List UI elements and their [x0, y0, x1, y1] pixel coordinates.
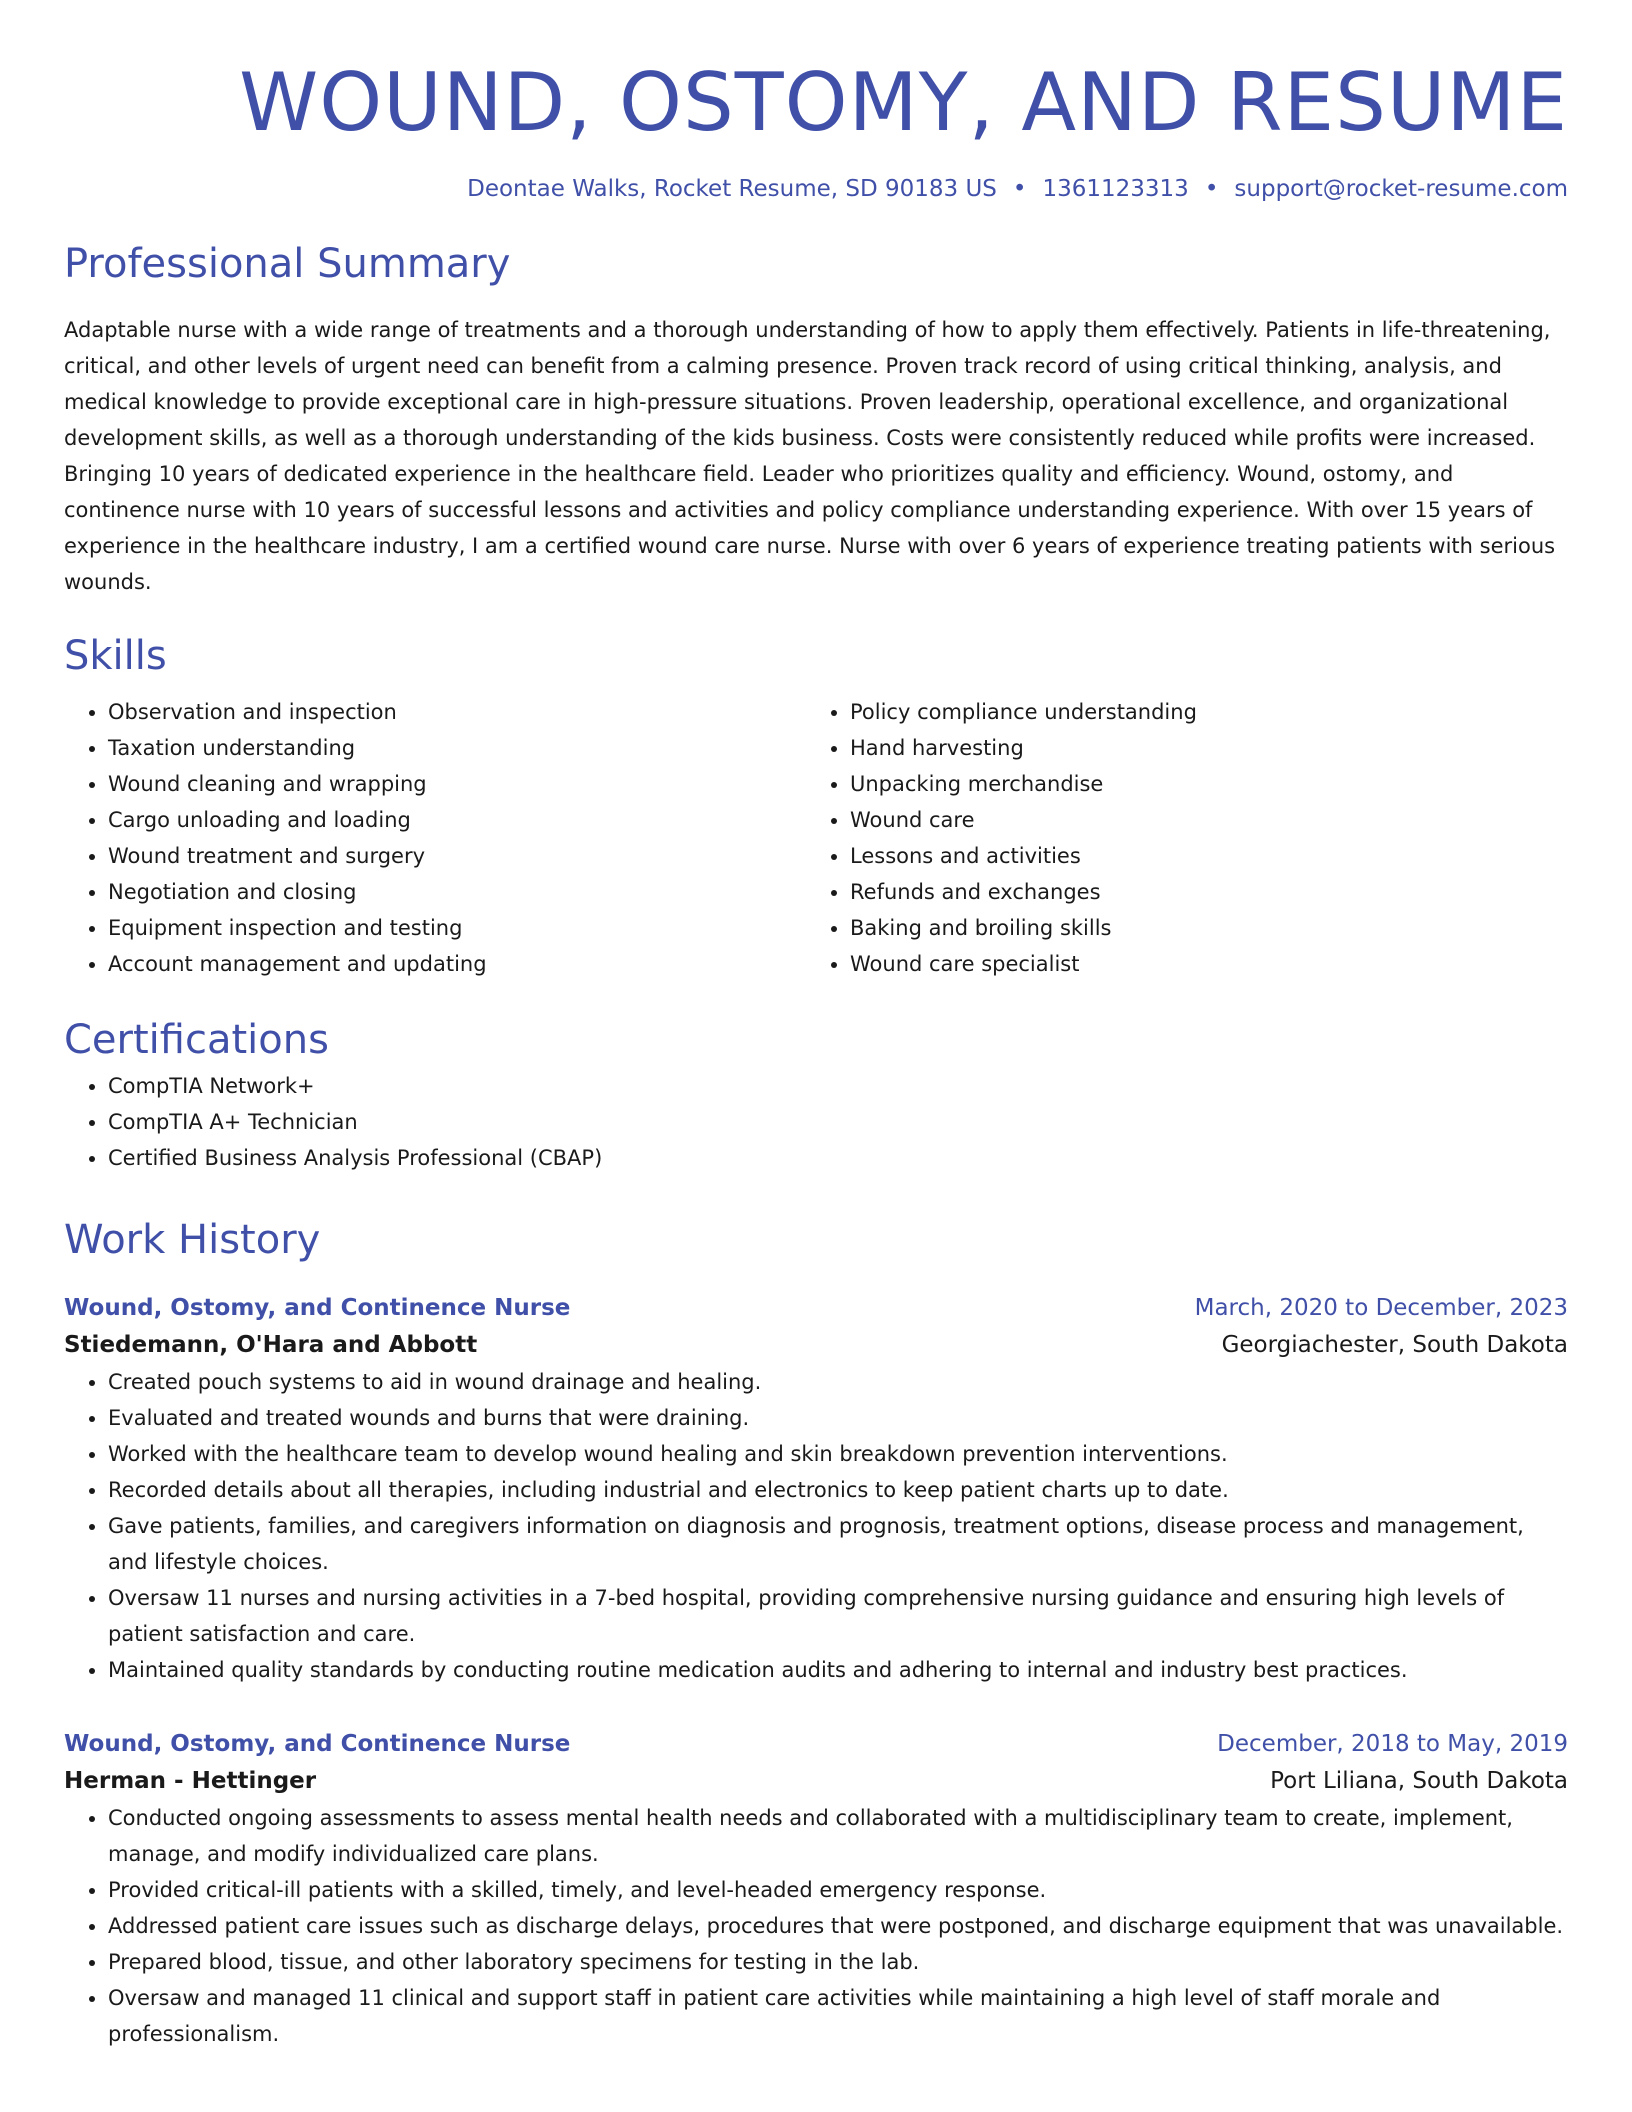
skill-item: • Equipment inspection and testing [108, 910, 806, 946]
job-company: Stiedemann, O'Hara and Abbott [64, 1332, 478, 1358]
job-duty: • Created pouch systems to aid in wound drainage and healing. [108, 1364, 1568, 1400]
skills-column-right [806, 694, 1548, 982]
certifications-section [64, 1012, 1568, 1176]
job-entry [64, 1290, 1568, 1688]
job-title: Wound, Ostomy, and Continence Nurse [64, 1731, 571, 1757]
skills-list-left [64, 694, 806, 982]
job-title-row [64, 1726, 1568, 1762]
job-title-row [64, 1290, 1568, 1326]
job-entry [64, 1726, 1568, 2052]
job-duty: • Addressed patient care issues such as discharge delays, procedures that were postponed, and discharge equipment that was unavailable. [108, 1908, 1568, 1944]
contact-email: support@rocket-resume.com [1234, 176, 1568, 202]
skill-item: • Wound cleaning and wrapping [108, 766, 806, 802]
skill-item: • Policy compliance understanding [850, 694, 1548, 730]
certification-item: • Certified Business Analysis Professional (CBAP) [108, 1140, 1568, 1176]
job-dates: December, 2018 to May, 2019 [1217, 1731, 1568, 1757]
work-history-section [64, 1212, 1568, 2052]
work-history-heading: Work History [64, 1217, 321, 1263]
skill-item: • Unpacking merchandise [850, 766, 1548, 802]
job-duty: • Provided critical-ill patients with a skilled, timely, and level-headed emergency response. [108, 1872, 1568, 1908]
contact-separator: • [1204, 176, 1219, 202]
summary-heading: Professional Summary [64, 241, 511, 287]
skill-item: • Refunds and exchanges [850, 874, 1548, 910]
certification-item: • CompTIA Network+ [108, 1068, 1568, 1104]
contact-phone: 1361123313 [1042, 176, 1189, 202]
summary-section [64, 236, 1568, 600]
certification-item: • CompTIA A+ Technician [108, 1104, 1568, 1140]
summary-text: Adaptable nurse with a wide range of treatments and a thorough understanding of how to apply them effectively. Patients in life-threatening, critical, and other levels of urgent need can benefit from a calming presence. Proven track record of using critical thinking, analysis, and medical knowledge to provide exceptional care in high-pressure situations. Proven leadership, operational excellence, and organizational development skills, as well as a thorough understanding of the kids business. Costs were consistently reduced while profits were increased. Bringing 10 years of dedicated experience in the healthcare field. Leader who prioritizes quality and efficiency. Wound, ostomy, and continence nurse with 10 years of successful lessons and activities and policy compliance understanding experience. With over 15 years of experience in the healthcare industry, I am a certified wound care nurse. Nurse with over 6 years of experience treating patients with serious wounds. [64, 318, 1556, 594]
certifications-heading: Certifications [64, 1017, 329, 1063]
job-duty: • Worked with the healthcare team to develop wound healing and skin breakdown prevention interventions. [108, 1436, 1568, 1472]
resume-header [64, 48, 1568, 206]
job-company: Herman - Hettinger [64, 1768, 317, 1794]
job-duty: • Recorded details about all therapies, including industrial and electronics to keep patient charts up to date. [108, 1472, 1568, 1508]
skills-column-left [64, 694, 806, 982]
skill-item: • Lessons and activities [850, 838, 1548, 874]
skills-grid [64, 694, 1568, 982]
job-location: Georgiachester, South Dakota [1221, 1332, 1568, 1358]
job-title: Wound, Ostomy, and Continence Nurse [64, 1295, 571, 1321]
job-location: Port Liliana, South Dakota [1270, 1768, 1568, 1794]
job-company-row [64, 1326, 1568, 1364]
skill-item: • Taxation understanding [108, 730, 806, 766]
job-duties-list [64, 1364, 1568, 1688]
job-duty: • Oversaw and managed 11 clinical and support staff in patient care activities while maintaining a high level of staff morale and professionalism. [108, 1980, 1568, 2052]
skills-list-right [806, 694, 1548, 982]
skills-heading: Skills [64, 633, 167, 679]
job-dates: March, 2020 to December, 2023 [1194, 1295, 1568, 1321]
skill-item: • Wound care [850, 802, 1548, 838]
job-company-row [64, 1762, 1568, 1800]
certifications-list [64, 1068, 1568, 1176]
skill-item: • Account management and updating [108, 946, 806, 982]
job-duties-list [64, 1800, 1568, 2052]
skill-item: • Baking and broiling skills [850, 910, 1548, 946]
contact-separator: • [1012, 176, 1027, 202]
skill-item: • Wound treatment and surgery [108, 838, 806, 874]
skills-section [64, 628, 1568, 982]
job-duty: • Oversaw 11 nurses and nursing activities in a 7-bed hospital, providing comprehensive nursing guidance and ensuring high levels of patient satisfaction and care. [108, 1580, 1568, 1652]
job-duty: • Prepared blood, tissue, and other laboratory specimens for testing in the lab. [108, 1944, 1568, 1980]
skill-item: • Negotiation and closing [108, 874, 806, 910]
skill-item: • Hand harvesting [850, 730, 1548, 766]
job-duty: • Gave patients, families, and caregivers information on diagnosis and prognosis, treatment options, disease process and management, and lifestyle choices. [108, 1508, 1568, 1580]
job-duty: • Evaluated and treated wounds and burns that were draining. [108, 1400, 1568, 1436]
skill-item: • Cargo unloading and loading [108, 802, 806, 838]
job-duty: • Maintained quality standards by conducting routine medication audits and adhering to internal and industry best practices. [108, 1652, 1568, 1688]
skill-item: • Wound care specialist [850, 946, 1548, 982]
skill-item: • Observation and inspection [108, 694, 806, 730]
contact-address: Deontae Walks, Rocket Resume, SD 90183 US [467, 176, 997, 202]
job-duty: • Conducted ongoing assessments to assess mental health needs and collaborated with a multidisciplinary team to create, implement, manage, and modify individualized care plans. [108, 1800, 1568, 1872]
contact-line [64, 172, 1568, 206]
resume-title: WOUND, OSTOMY, AND RESUME [239, 56, 1568, 149]
